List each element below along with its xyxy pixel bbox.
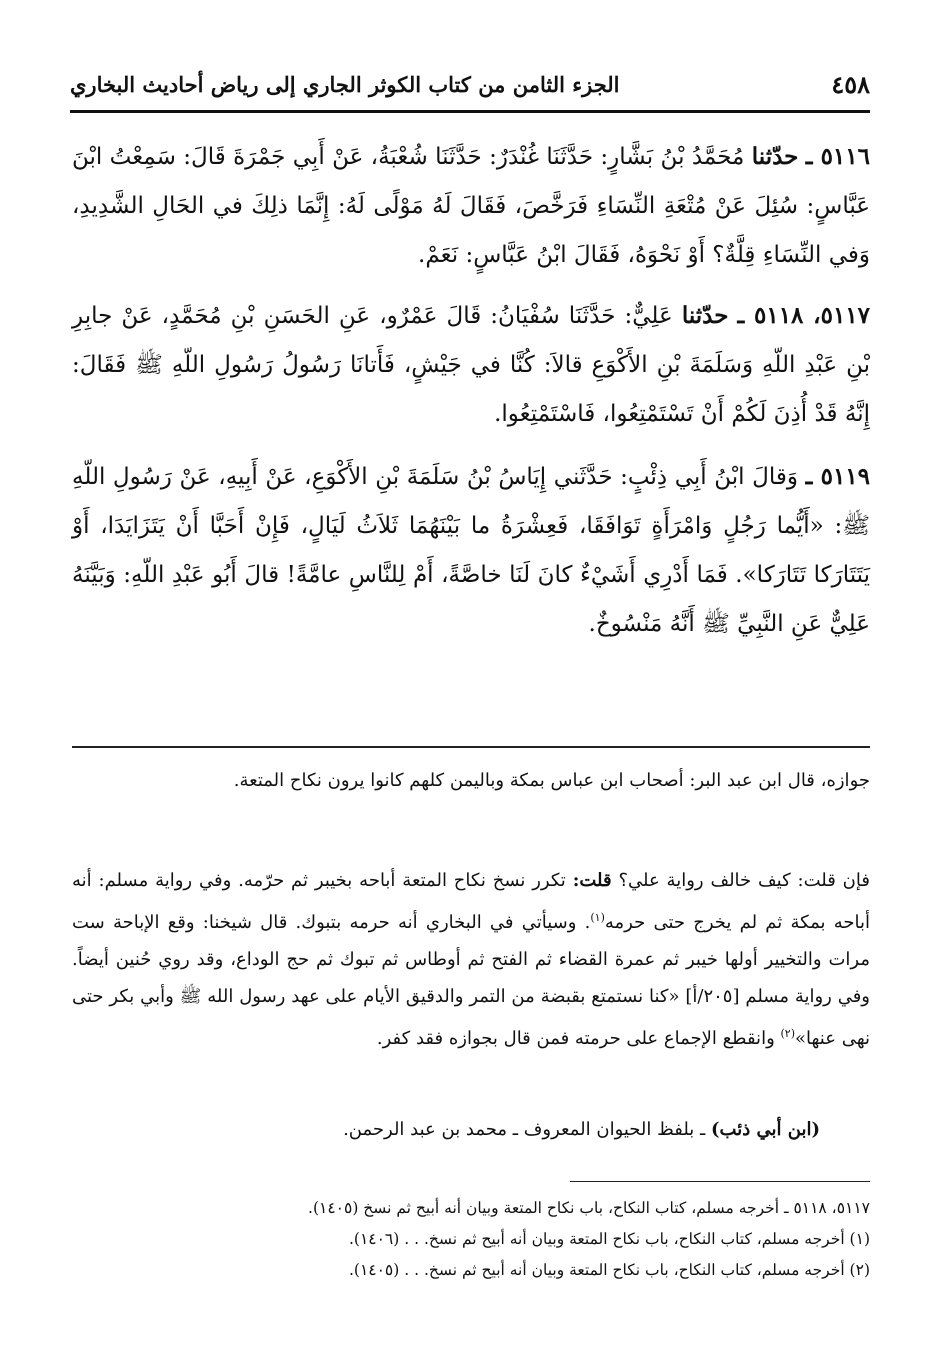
hadith-number: ٥١١٦ ـ — [805, 143, 870, 170]
hadith-text: وَقالَ ابْنُ أَبِي ذِئْبٍ: حَدَّثَني إِيَاسُ بْنُ سَلَمَةَ بْنِ الأَكْوَعِ، عَنْ أَبِيهِ، عَنْ رَسُولِ اللّهِ ﷺ: «أَيُّما رَجُلٍ وَامْرَأَةٍ تَوَافَقَا، فَعِشْرَةُ ما بَيْنَهُمَا ثَلاَثُ لَيَالٍ، فَإِنْ أَحَبَّا أَنْ يَتَزَايَدَا، أَوْ يَتَتَارَكا تَتَارَكا». فَمَا أَدْرِي أَشَيْءٌ كانَ لَنَا خاصَّةً، أَمْ لِلنَّاسِ عامَّةً! قالَ أَبُو عَبْدِ اللّهِ: وَبَيَّنَهُ عَلِيٌّ عَنِ النَّبِيِّ ﷺ أَنَّهُ مَنْسُوخٌ. — [72, 464, 870, 637]
hadith-lead: حدّثنا — [681, 302, 729, 329]
term-text: ـ بلفظ الحيوان المعروف ـ محمد بن عبد الرحمن. — [343, 1119, 711, 1140]
commentary-paragraph — [72, 1111, 870, 1148]
running-title: الجزء الثامن من كتاب الكوثر الجاري إلى رياض أحاديث البخاري — [70, 71, 620, 97]
hadith-number: ٥١١٩ ـ — [805, 463, 871, 490]
footnote: ٥١١٧، ٥١١٨ ـ أخرجه مسلم، كتاب النكاح، باب نكاح المتعة وبيان أنه أبيح ثم نسخ (١٤٠٥). — [308, 1199, 870, 1217]
footnote-ref: (١) — [590, 911, 605, 924]
page-header — [70, 62, 870, 106]
footnote: (٢) أخرجه مسلم، كتاب النكاح، باب نكاح المتعة وبيان أنه أبيح ثم نسخ. . . (١٤٠٥). — [348, 1261, 870, 1279]
commentary-paragraph: جوازه، قال ابن عبد البر: أصحاب ابن عباس بمكة وباليمن كلهم كانوا يرون نكاح المتعة. — [233, 770, 870, 791]
question-text: فإن قلت: كيف خالف رواية علي؟ — [618, 870, 870, 891]
answer-text: وانقطع الإجماع على حرمته فمن قال بجوازه فقد كفر. — [376, 1028, 781, 1049]
header-rule — [70, 110, 870, 113]
hadith-5119 — [72, 452, 870, 649]
hadith-5116 — [72, 132, 870, 280]
footnote-separator — [570, 1181, 870, 1182]
hadith-number: ٥١١٧، ٥١١٨ ـ — [737, 302, 871, 329]
hadith-lead: حدّثنا — [751, 143, 799, 170]
footnote-ref: (٢) — [780, 1027, 795, 1040]
footnote: (١) أخرجه مسلم، كتاب النكاح، باب نكاح المتعة وبيان أنه أبيح ثم نسخ. . . (١٤٠٦). — [348, 1230, 870, 1248]
answer-text: . وسيأتي في البخاري أنه حرمه بتبوك. قال شيخنا: وقع الإباحة ست مرات والتخيير أولها خيبر ثم عمرة القضاء ثم الفتح ثم أوطاس ثم تبوك ثم حج الوداع، وقد روي حُنين أيضاً. وفي رواية مسلم [٢٠٥/أ] «كنا نستمتع بقبضة من التمر والدقيق الأيام على عهد رسول الله ﷺ وأبي بكر حتى نهى عنها» — [72, 912, 871, 1049]
commentary-paragraph — [72, 862, 870, 1057]
commentary-separator — [72, 746, 870, 748]
hadith-text: عَلِيٌّ: حَدَّثَنَا سُفْيَانُ: قَالَ عَمْرٌو، عَنِ الحَسَنِ بْنِ مُحَمَّدٍ، عَنْ جابِرِ بْنِ عَبْدِ اللّهِ وَسَلَمَةَ بْنِ الأَكْوَعِ قالاَ: كُنَّا في جَيْشٍ، فَأَتانَا رَسُولُ رَسُولِ اللّهِ ﷺ فَقَالَ: إِنَّهُ قَدْ أُذِنَ لَكُمْ أَنْ تَسْتَمْتِعُوا، فَاسْتَمْتِعُوا. — [72, 303, 870, 427]
term-label: (ابن أبي ذئب) — [711, 1119, 820, 1140]
answer-label: قلت: — [572, 870, 612, 891]
hadith-text: مُحَمَّدُ بْنُ بَشَّارٍ: حَدَّثَنَا غُنْدَرٌ: حَدَّثَنَا شُعْبَةُ، عَنْ أَبِي جَمْرَةَ قَالَ: سَمِعْتُ ابْنَ عَبَّاسٍ: سُئِلَ عَنْ مُتْعَةِ النِّسَاءِ فَرَخَّصَ، فَقَالَ لَهُ مَوْلًى لَهُ: إِنَّمَا ذلِكَ في الحَالِ الشَّدِيدِ، وَفي النِّسَاءِ قِلَّةٌ؟ أَوْ نَحْوَهُ، فَقَالَ ابْنُ عَبَّاسٍ: نَعَمْ. — [72, 144, 870, 268]
page-number: ٤٥٨ — [831, 69, 870, 99]
footnotes — [72, 1193, 870, 1286]
hadith-5117-5118 — [72, 291, 870, 439]
answer-text: تكرر نسخ نكاح المتعة أباحه بخيبر ثم حرّمه. وفي رواية مسلم: أنه أباحه بمكة ثم لم يخرج حتى حرمه — [72, 870, 870, 933]
